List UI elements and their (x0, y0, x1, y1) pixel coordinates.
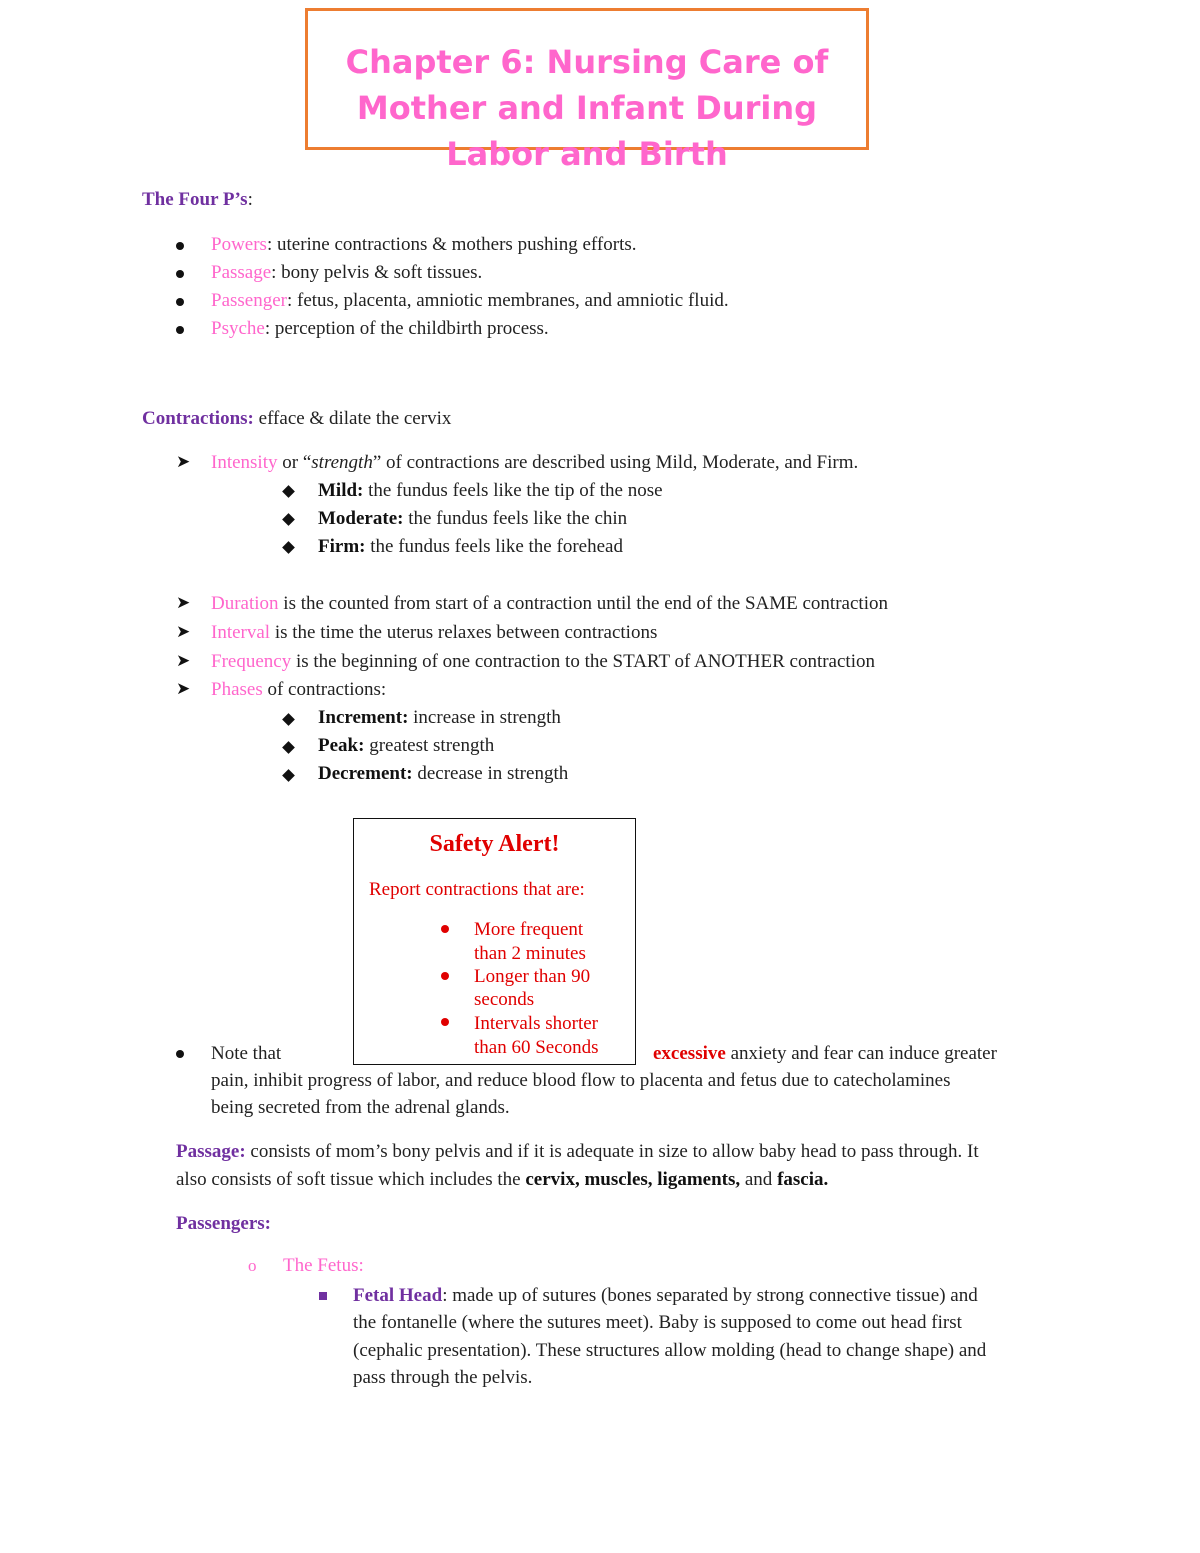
arrow-bullet-icon: ➤ (176, 679, 191, 699)
safety-alert-intro: Report contractions that are: (369, 879, 585, 900)
passage-line1: Passage: consists of mom’s bony pelvis and if it is adequate in size to allow baby head to pass through. It (176, 1141, 979, 1162)
note-lead: Note that (211, 1043, 282, 1064)
chapter-title: Chapter 6: Nursing Care of Mother and Infant During Labor and Birth (345, 43, 829, 173)
contractions-heading: Contractions: efface & dilate the cervix (142, 408, 452, 429)
bullet-icon (176, 298, 184, 306)
intensity-moderate: Moderate: the fundus feels like the chin (318, 508, 628, 529)
chapter-title-box (305, 8, 869, 173)
arrow-bullet-icon: ➤ (176, 622, 191, 642)
diamond-bullet-icon (282, 513, 295, 526)
note-line3: being secreted from the adrenal glands. (211, 1097, 510, 1118)
fetus-label: The Fetus: (283, 1255, 364, 1276)
bullet-icon (441, 1018, 449, 1026)
diamond-bullet-icon (282, 713, 295, 726)
duration-line: Duration is the counted from start of a contraction until the end of the SAME contraction (211, 593, 888, 614)
four-ps-item-powers: Powers: uterine contractions & mothers pushing efforts. (211, 234, 637, 255)
safety-alert-item: Intervals shorter than 60 Seconds (474, 1013, 599, 1058)
square-bullet-icon (319, 1292, 327, 1300)
arrow-bullet-icon: ➤ (176, 593, 191, 613)
fetal-head-line1: Fetal Head: made up of sutures (bones separated by strong connective tissue) and (353, 1285, 978, 1306)
safety-alert-box (353, 818, 636, 1065)
interval-line: Interval is the time the uterus relaxes between contractions (211, 622, 658, 643)
fetal-head-line4: pass through the pelvis. (353, 1367, 533, 1388)
frequency-line: Frequency is the beginning of one contraction to the START of ANOTHER contraction (211, 651, 875, 672)
four-ps-item-passage: Passage: bony pelvis & soft tissues. (211, 262, 483, 283)
intensity-firm: Firm: the fundus feels like the forehead (318, 536, 623, 557)
fetal-head-line3: (cephalic presentation). These structures allow molding (head to change shape) and (353, 1340, 987, 1361)
circle-bullet-icon: o (248, 1256, 257, 1275)
bullet-icon (176, 1050, 184, 1058)
diamond-bullet-icon (282, 741, 295, 754)
passage-line2: also consists of soft tissue which includes the cervix, muscles, ligaments, and fascia. (176, 1169, 829, 1190)
arrow-bullet-icon: ➤ (176, 452, 191, 472)
diamond-bullet-icon (282, 769, 295, 782)
note-line2: pain, inhibit progress of labor, and reduce blood flow to placenta and fetus due to catecholamines (211, 1070, 951, 1091)
fetal-head-line2: the fontanelle (where the sutures meet). Baby is supposed to come out head first (353, 1312, 962, 1333)
phase-decrement: Decrement: decrease in strength (318, 763, 569, 784)
diamond-bullet-icon (282, 485, 295, 498)
safety-alert-item: Longer than 90 seconds (474, 966, 591, 1010)
phases-line: Phases of contractions: (211, 679, 387, 700)
safety-alert-item: More frequent than 2 minutes (474, 919, 586, 964)
four-ps-heading: The Four P’s: (142, 189, 253, 210)
intensity-line: Intensity or “strength” of contractions are described using Mild, Moderate, and Firm. (211, 452, 859, 473)
note-line1: excessive anxiety and fear can induce greater (653, 1043, 997, 1064)
phase-peak: Peak: greatest strength (318, 735, 495, 756)
intensity-mild: Mild: the fundus feels like the tip of the nose (318, 480, 663, 501)
diamond-bullet-icon (282, 541, 295, 554)
phase-increment: Increment: increase in strength (318, 707, 561, 728)
bullet-icon (176, 326, 184, 334)
four-ps-item-passenger: Passenger: fetus, placenta, amniotic membranes, and amniotic fluid. (211, 290, 729, 311)
four-ps-item-psyche: Psyche: perception of the childbirth process. (211, 318, 549, 339)
safety-alert-title: Safety Alert! (429, 831, 560, 857)
bullet-icon (441, 925, 449, 933)
arrow-bullet-icon: ➤ (176, 651, 191, 671)
bullet-icon (441, 972, 449, 980)
passengers-heading: Passengers: (176, 1213, 271, 1234)
bullet-icon (176, 242, 184, 250)
bullet-icon (176, 270, 184, 278)
